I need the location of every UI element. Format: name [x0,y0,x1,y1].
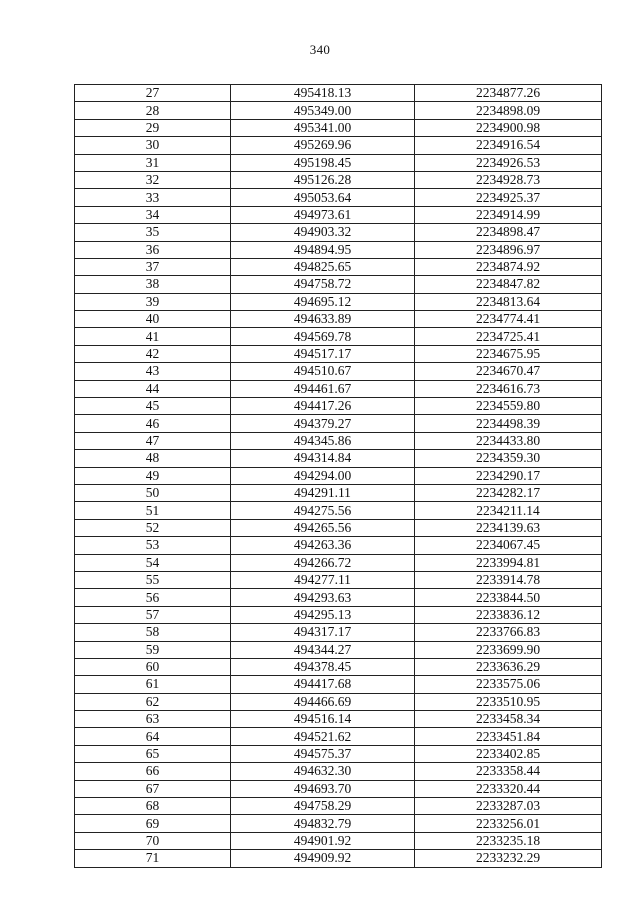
table-row [75,641,602,658]
x-coordinate-cell: 494275.56 [231,502,415,519]
table-row [75,850,602,867]
table-row [75,606,602,623]
table-row [75,624,602,641]
point-number-cell: 70 [75,832,231,849]
table-row [75,467,602,484]
x-coordinate-cell: 494758.29 [231,798,415,815]
point-number-cell: 57 [75,606,231,623]
point-number-cell: 66 [75,763,231,780]
x-coordinate-cell: 494344.27 [231,641,415,658]
point-number-cell: 33 [75,189,231,206]
point-number-cell: 49 [75,467,231,484]
point-number-cell: 58 [75,624,231,641]
table-row [75,119,602,136]
x-coordinate-cell: 494569.78 [231,328,415,345]
x-coordinate-cell: 495269.96 [231,137,415,154]
table-row [75,676,602,693]
x-coordinate-cell: 494510.67 [231,363,415,380]
x-coordinate-cell: 494901.92 [231,832,415,849]
y-coordinate-cell: 2234433.80 [415,432,602,449]
table-row [75,206,602,223]
point-number-cell: 52 [75,519,231,536]
table-row [75,519,602,536]
table-row [75,85,602,102]
y-coordinate-cell: 2234670.47 [415,363,602,380]
y-coordinate-cell: 2233510.95 [415,693,602,710]
table-row [75,137,602,154]
x-coordinate-cell: 494517.17 [231,345,415,362]
y-coordinate-cell: 2234211.14 [415,502,602,519]
x-coordinate-cell: 494693.70 [231,780,415,797]
point-number-cell: 55 [75,571,231,588]
point-number-cell: 30 [75,137,231,154]
x-coordinate-cell: 494345.86 [231,432,415,449]
table-row [75,658,602,675]
table-row [75,258,602,275]
x-coordinate-cell: 494521.62 [231,728,415,745]
y-coordinate-cell: 2234282.17 [415,484,602,501]
x-coordinate-cell: 494293.63 [231,589,415,606]
table-row [75,432,602,449]
point-number-cell: 28 [75,102,231,119]
y-coordinate-cell: 2233636.29 [415,658,602,675]
y-coordinate-cell: 2233914.78 [415,571,602,588]
table-row [75,328,602,345]
y-coordinate-cell: 2234498.39 [415,415,602,432]
y-coordinate-cell: 2233699.90 [415,641,602,658]
table-row [75,832,602,849]
y-coordinate-cell: 2233320.44 [415,780,602,797]
y-coordinate-cell: 2233844.50 [415,589,602,606]
x-coordinate-cell: 495198.45 [231,154,415,171]
y-coordinate-cell: 2233458.34 [415,711,602,728]
y-coordinate-cell: 2234290.17 [415,467,602,484]
y-coordinate-cell: 2234725.41 [415,328,602,345]
y-coordinate-cell: 2234877.26 [415,85,602,102]
point-number-cell: 62 [75,693,231,710]
table-row [75,380,602,397]
x-coordinate-cell: 494417.68 [231,676,415,693]
x-coordinate-cell: 494417.26 [231,398,415,415]
table-row [75,571,602,588]
point-number-cell: 37 [75,258,231,275]
table-row [75,345,602,362]
table-row [75,293,602,310]
table-row [75,798,602,815]
x-coordinate-cell: 495126.28 [231,171,415,188]
y-coordinate-cell: 2233358.44 [415,763,602,780]
point-number-cell: 35 [75,224,231,241]
y-coordinate-cell: 2234675.95 [415,345,602,362]
y-coordinate-cell: 2234914.99 [415,206,602,223]
coordinates-table [74,84,602,868]
table-row [75,763,602,780]
y-coordinate-cell: 2234774.41 [415,311,602,328]
y-coordinate-cell: 2233994.81 [415,554,602,571]
table-row [75,728,602,745]
y-coordinate-cell: 2234616.73 [415,380,602,397]
x-coordinate-cell: 495341.00 [231,119,415,136]
y-coordinate-cell: 2234559.80 [415,398,602,415]
y-coordinate-cell: 2234925.37 [415,189,602,206]
point-number-cell: 47 [75,432,231,449]
y-coordinate-cell: 2234898.09 [415,102,602,119]
point-number-cell: 41 [75,328,231,345]
table-row [75,537,602,554]
table-row [75,398,602,415]
x-coordinate-cell: 494695.12 [231,293,415,310]
table-row [75,693,602,710]
y-coordinate-cell: 2233287.03 [415,798,602,815]
point-number-cell: 42 [75,345,231,362]
point-number-cell: 68 [75,798,231,815]
x-coordinate-cell: 494291.11 [231,484,415,501]
point-number-cell: 40 [75,311,231,328]
x-coordinate-cell: 494825.65 [231,258,415,275]
point-number-cell: 53 [75,537,231,554]
point-number-cell: 69 [75,815,231,832]
point-number-cell: 39 [75,293,231,310]
x-coordinate-cell: 495053.64 [231,189,415,206]
table-row [75,711,602,728]
y-coordinate-cell: 2234874.92 [415,258,602,275]
y-coordinate-cell: 2233766.83 [415,624,602,641]
y-coordinate-cell: 2234067.45 [415,537,602,554]
y-coordinate-cell: 2233232.29 [415,850,602,867]
point-number-cell: 34 [75,206,231,223]
point-number-cell: 29 [75,119,231,136]
x-coordinate-cell: 494378.45 [231,658,415,675]
table-row [75,311,602,328]
x-coordinate-cell: 494466.69 [231,693,415,710]
x-coordinate-cell: 494314.84 [231,450,415,467]
x-coordinate-cell: 494894.95 [231,241,415,258]
table-row [75,484,602,501]
table-row [75,780,602,797]
y-coordinate-cell: 2234898.47 [415,224,602,241]
point-number-cell: 31 [75,154,231,171]
table-row [75,415,602,432]
x-coordinate-cell: 494575.37 [231,745,415,762]
point-number-cell: 54 [75,554,231,571]
x-coordinate-cell: 494266.72 [231,554,415,571]
y-coordinate-cell: 2233235.18 [415,832,602,849]
x-coordinate-cell: 494832.79 [231,815,415,832]
x-coordinate-cell: 494295.13 [231,606,415,623]
x-coordinate-cell: 494294.00 [231,467,415,484]
x-coordinate-cell: 494461.67 [231,380,415,397]
point-number-cell: 46 [75,415,231,432]
point-number-cell: 27 [75,85,231,102]
table-row [75,815,602,832]
point-number-cell: 65 [75,745,231,762]
y-coordinate-cell: 2234928.73 [415,171,602,188]
x-coordinate-cell: 494909.92 [231,850,415,867]
y-coordinate-cell: 2233402.85 [415,745,602,762]
x-coordinate-cell: 494265.56 [231,519,415,536]
table-row [75,154,602,171]
table-row [75,502,602,519]
coordinates-table-body [75,85,602,868]
point-number-cell: 44 [75,380,231,397]
point-number-cell: 64 [75,728,231,745]
table-row [75,589,602,606]
point-number-cell: 71 [75,850,231,867]
x-coordinate-cell: 494758.72 [231,276,415,293]
x-coordinate-cell: 494633.89 [231,311,415,328]
table-row [75,171,602,188]
x-coordinate-cell: 494632.30 [231,763,415,780]
table-row [75,102,602,119]
point-number-cell: 63 [75,711,231,728]
x-coordinate-cell: 495418.13 [231,85,415,102]
point-number-cell: 56 [75,589,231,606]
point-number-cell: 38 [75,276,231,293]
table-row [75,241,602,258]
table-row [75,450,602,467]
page-number: 340 [309,42,331,57]
point-number-cell: 48 [75,450,231,467]
table-row [75,363,602,380]
table-row [75,189,602,206]
x-coordinate-cell: 494277.11 [231,571,415,588]
x-coordinate-cell: 494903.32 [231,224,415,241]
y-coordinate-cell: 2234359.30 [415,450,602,467]
y-coordinate-cell: 2234926.53 [415,154,602,171]
y-coordinate-cell: 2234900.98 [415,119,602,136]
table-row [75,554,602,571]
point-number-cell: 61 [75,676,231,693]
point-number-cell: 67 [75,780,231,797]
y-coordinate-cell: 2233256.01 [415,815,602,832]
point-number-cell: 60 [75,658,231,675]
point-number-cell: 36 [75,241,231,258]
y-coordinate-cell: 2233575.06 [415,676,602,693]
x-coordinate-cell: 495349.00 [231,102,415,119]
y-coordinate-cell: 2233836.12 [415,606,602,623]
y-coordinate-cell: 2234847.82 [415,276,602,293]
x-coordinate-cell: 494379.27 [231,415,415,432]
point-number-cell: 50 [75,484,231,501]
point-number-cell: 43 [75,363,231,380]
y-coordinate-cell: 2234813.64 [415,293,602,310]
table-row [75,745,602,762]
y-coordinate-cell: 2234916.54 [415,137,602,154]
x-coordinate-cell: 494516.14 [231,711,415,728]
y-coordinate-cell: 2234139.63 [415,519,602,536]
x-coordinate-cell: 494263.36 [231,537,415,554]
point-number-cell: 45 [75,398,231,415]
point-number-cell: 51 [75,502,231,519]
x-coordinate-cell: 494973.61 [231,206,415,223]
y-coordinate-cell: 2234896.97 [415,241,602,258]
point-number-cell: 32 [75,171,231,188]
point-number-cell: 59 [75,641,231,658]
y-coordinate-cell: 2233451.84 [415,728,602,745]
table-row [75,224,602,241]
table-row [75,276,602,293]
x-coordinate-cell: 494317.17 [231,624,415,641]
